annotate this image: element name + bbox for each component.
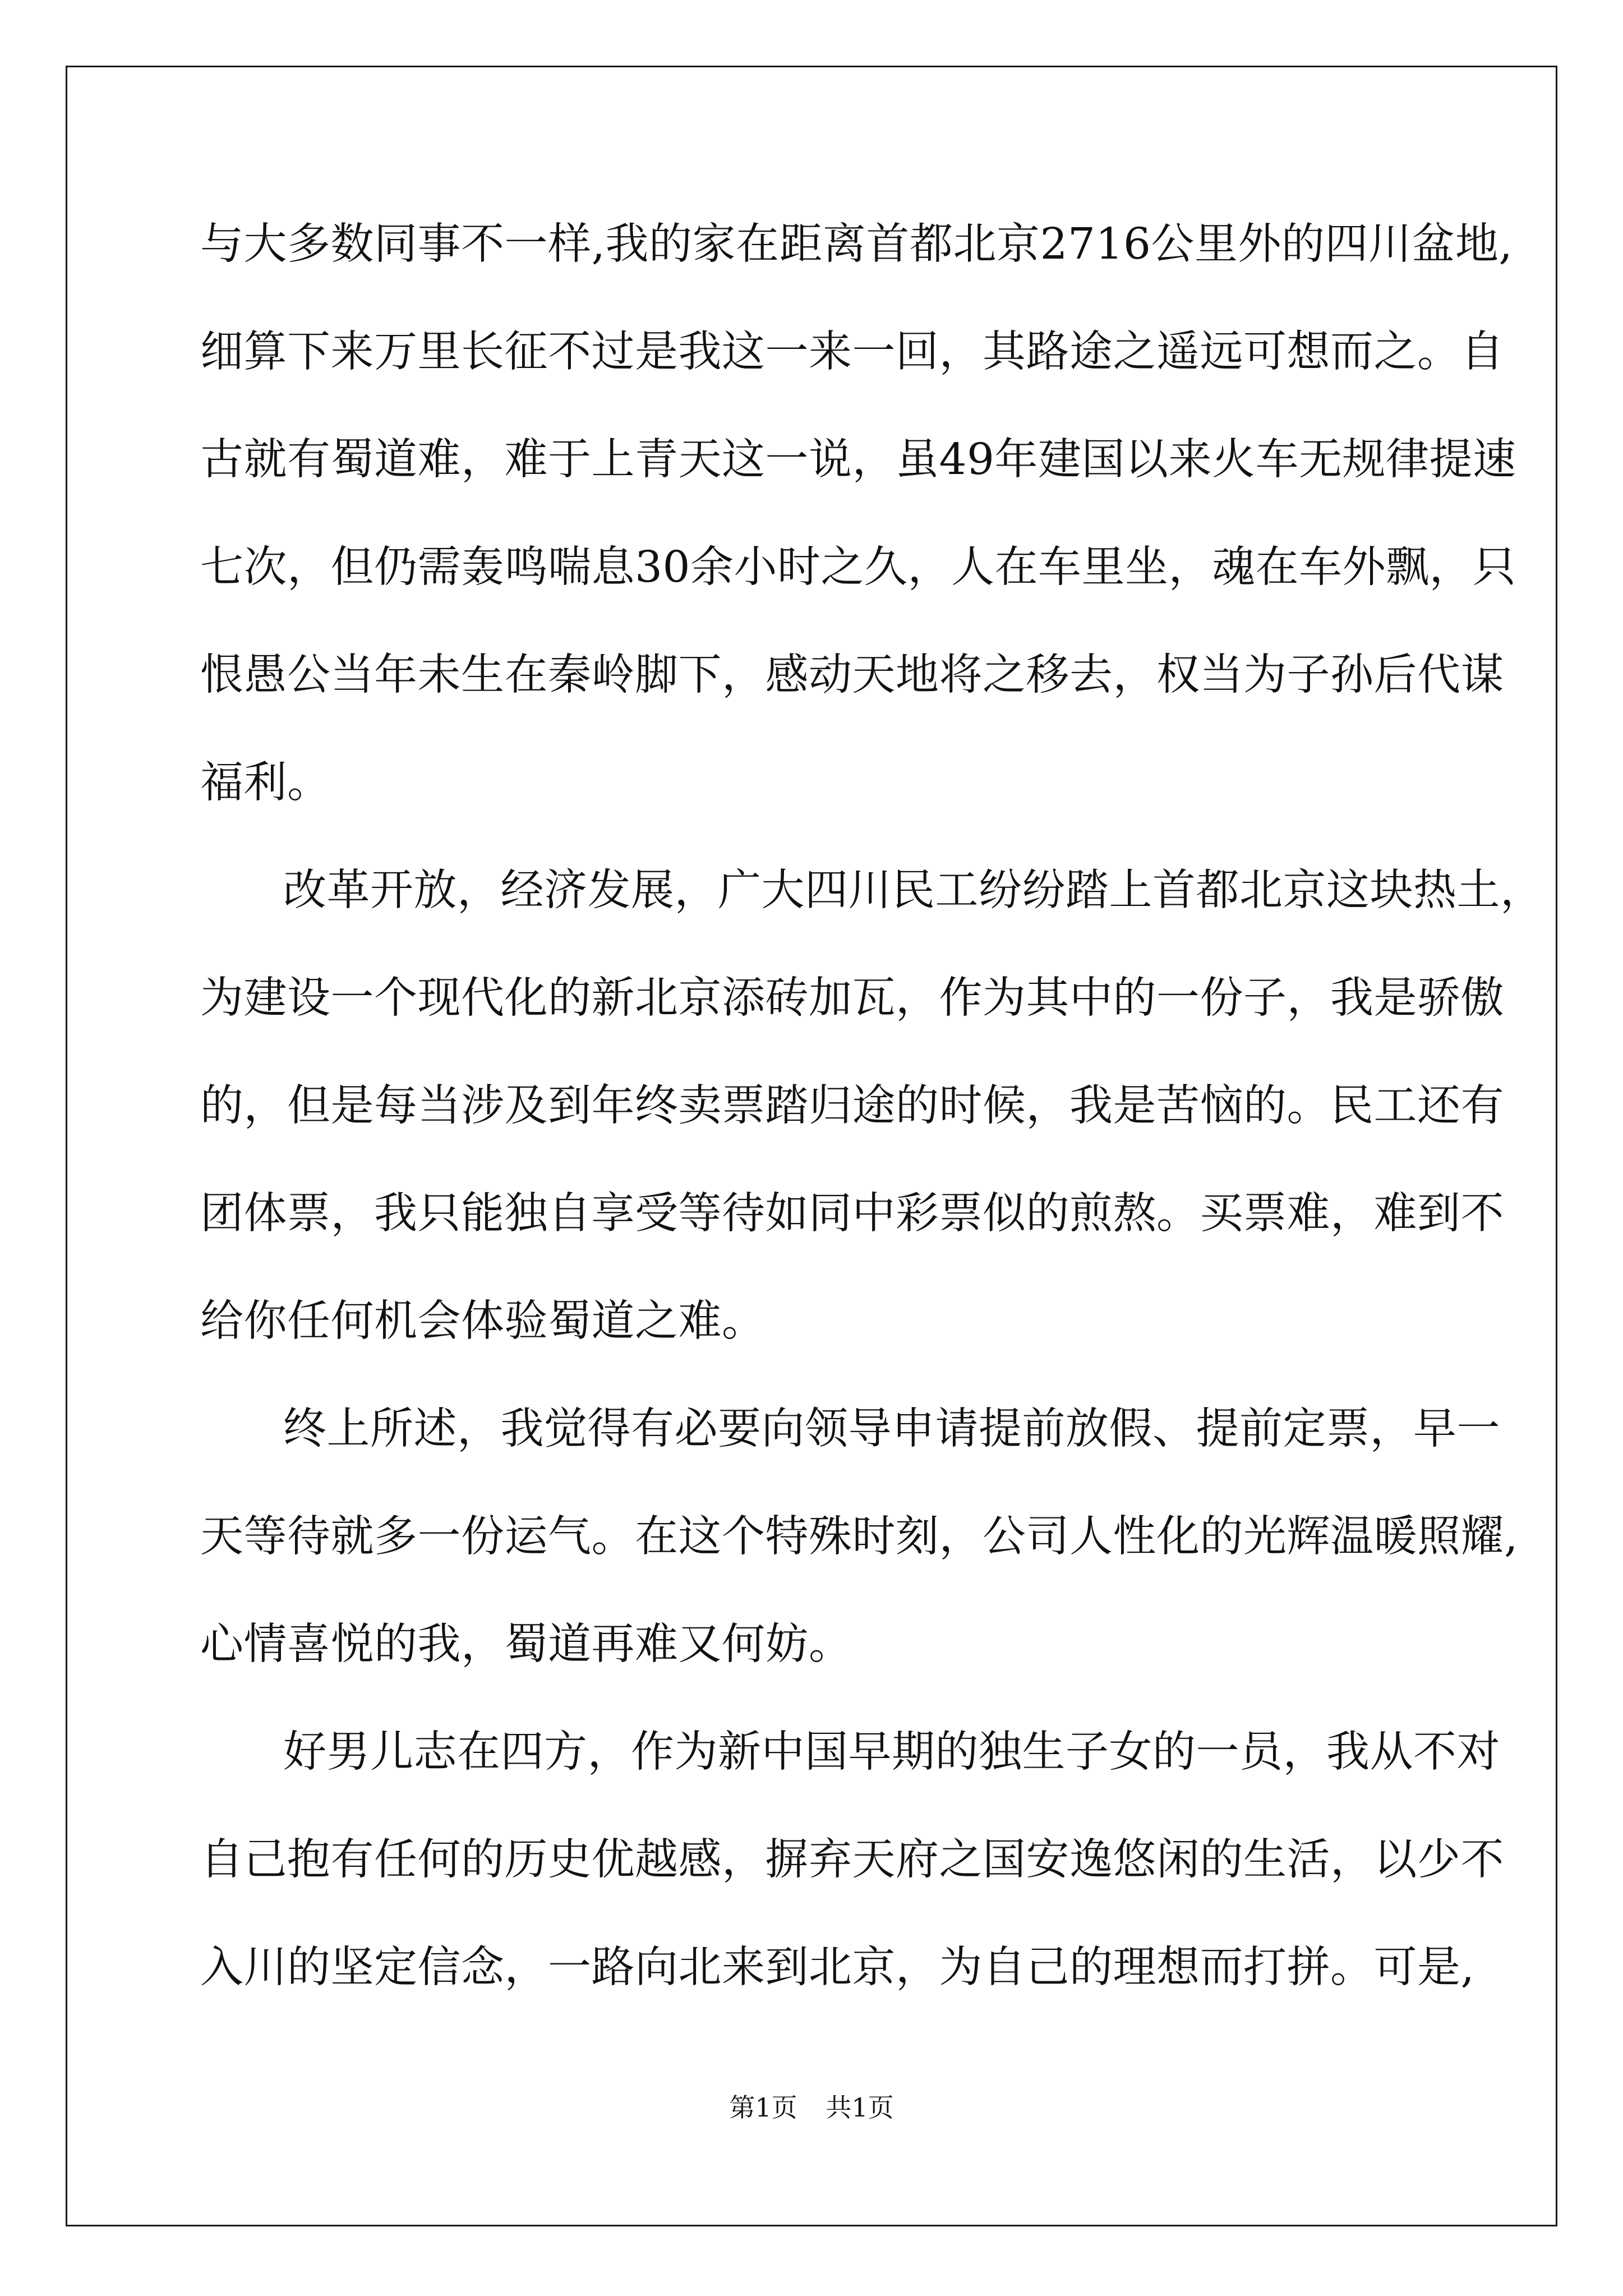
text-line: 好男儿志在四方，作为新中国早期的独生子女的一员，我从不对 xyxy=(283,1727,1500,1777)
text-line: 七次，但仍需轰鸣喘息30余小时之久，人在车里坐，魂在车外飘，只 xyxy=(200,542,1516,592)
text-line: 为建设一个现代化的新北京添砖加瓦，作为其中的一份子，我是骄傲 xyxy=(200,973,1504,1023)
text-line: 的，但是每当涉及到年终卖票踏归途的时候，我是苦恼的。民工还有 xyxy=(200,1081,1504,1131)
text-line: 团体票，我只能独自享受等待如同中彩票似的煎熬。买票难，难到不 xyxy=(200,1189,1504,1239)
text-line: 入川的坚定信念，一路向北来到北京，为自己的理想而打拼。可是, xyxy=(200,1943,1475,1993)
page-total: 共1页 xyxy=(826,2092,894,2123)
text-line: 恨愚公当年未生在秦岭脚下，感动天地将之移去，权当为子孙后代谋 xyxy=(200,650,1504,700)
text-line: 心情喜悦的我，蜀道再难又何妨。 xyxy=(200,1619,852,1669)
text-line: 给你任何机会体验蜀道之难。 xyxy=(200,1296,766,1346)
document-body xyxy=(200,191,1544,2022)
page-footer xyxy=(0,2091,1623,2124)
text-line: 福利。 xyxy=(200,758,331,808)
text-line: 改革开放，经济发展，广大四川民工纷纷踏上首都北京这块热土， xyxy=(283,866,1544,915)
page-number: 第1页 xyxy=(729,2092,797,2123)
text-line: 自己抱有任何的历史优越感，摒弃天府之国安逸悠闲的生活，以少不 xyxy=(200,1835,1504,1885)
text-line: 与大多数同事不一样,我的家在距离首都北京2716公里外的四川盆地, xyxy=(200,219,1513,269)
text-line: 天等待就多一份运气。在这个特殊时刻，公司人性化的光辉温暖照耀, xyxy=(200,1512,1518,1562)
text-line: 古就有蜀道难，难于上青天这一说，虽49年建国以来火车无规律提速 xyxy=(200,435,1516,485)
text-line: 细算下来万里长征不过是我这一来一回，其路途之遥远可想而之。自 xyxy=(200,327,1504,377)
text-line: 终上所述，我觉得有必要向领导申请提前放假、提前定票，早一 xyxy=(283,1404,1500,1454)
